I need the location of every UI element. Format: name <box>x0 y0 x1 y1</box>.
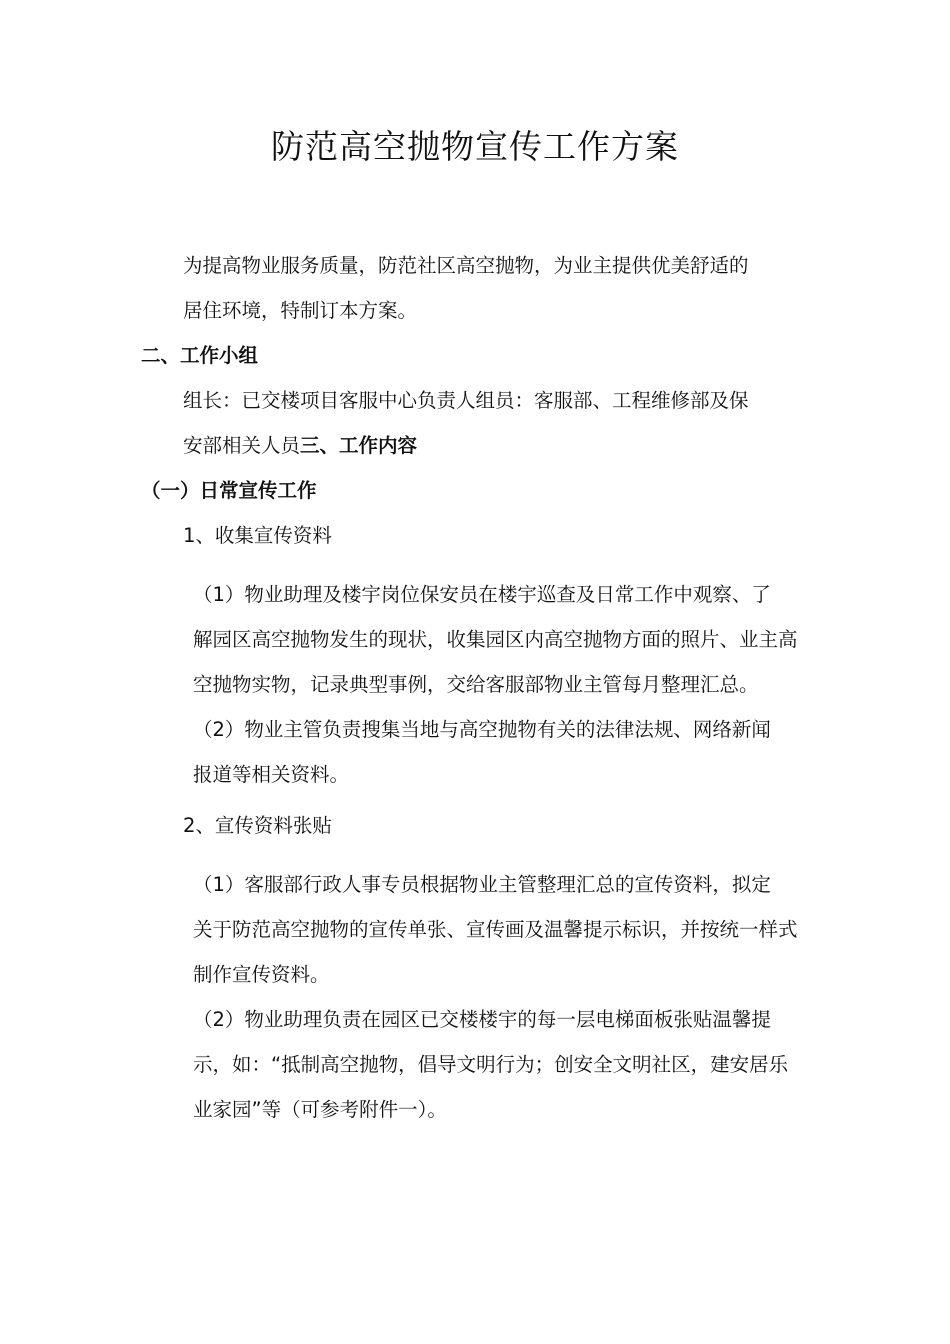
post-p1-line-1: （1）客服部行政人事专员根据物业主管整理汇总的宣传资料，拟定 <box>193 873 771 896</box>
post-paragraph-1 <box>141 862 821 997</box>
collect-paragraph-2 <box>141 707 821 797</box>
post-paragraph-2 <box>141 997 821 1132</box>
subsection-heading-daily-publicity: （一）日常宣传工作 <box>141 479 317 502</box>
document-body <box>141 243 821 1132</box>
intro-paragraph <box>141 243 821 333</box>
collect-p2-line-2: 报道等相关资料。 <box>193 763 350 786</box>
collect-paragraph-1 <box>141 572 821 707</box>
collect-p1-line-3: 空抛物实物，记录典型事例，交给客服部物业主管每月整理汇总。 <box>193 673 759 696</box>
item-heading-post-materials: 2、宣传资料张贴 <box>183 814 332 837</box>
post-p1-line-3: 制作宣传资料。 <box>193 963 330 986</box>
work-group-members-text: 安部相关人员 <box>183 434 301 457</box>
post-p1-line-2: 关于防范高空抛物的宣传单张、宣传画及温馨提示标识，并按统一样式 <box>193 918 798 941</box>
post-p2-line-1: （2）物业助理负责在园区已交楼楼宇的每一层电梯面板张贴温馨提 <box>193 1008 771 1031</box>
work-group-paragraph <box>141 378 821 468</box>
post-p2-line-2: 示，如：“抵制高空抛物，倡导文明行为；创安全文明社区，建安居乐 <box>193 1053 789 1076</box>
section-heading-work-content: 三、工作内容 <box>300 434 418 457</box>
work-group-line-1: 组长：已交楼项目客服中心负责人组员：客服部、工程维修部及保 <box>183 389 749 412</box>
collect-p1-line-1: （1）物业助理及楼宇岗位保安员在楼宇巡查及日常工作中观察、了 <box>193 583 771 606</box>
collect-p2-line-1: （2）物业主管负责搜集当地与高空抛物有关的法律法规、网络新闻 <box>193 718 771 741</box>
intro-line-2: 居住环境，特制订本方案。 <box>183 299 418 322</box>
intro-line-1: 为提高物业服务质量，防范社区高空抛物，为业主提供优美舒适的 <box>183 254 749 277</box>
post-p2-line-3: 业家园”等（可参考附件一）。 <box>193 1098 447 1121</box>
item-heading-collect-materials: 1、收集宣传资料 <box>183 524 332 547</box>
section-heading-work-group: 二、工作小组 <box>141 344 259 367</box>
work-group-line-2 <box>141 423 821 468</box>
collect-p1-line-2: 解园区高空抛物发生的现状，收集园区内高空抛物方面的照片、业主高 <box>193 628 798 651</box>
document-title: 防范高空抛物宣传工作方案 <box>271 127 679 166</box>
